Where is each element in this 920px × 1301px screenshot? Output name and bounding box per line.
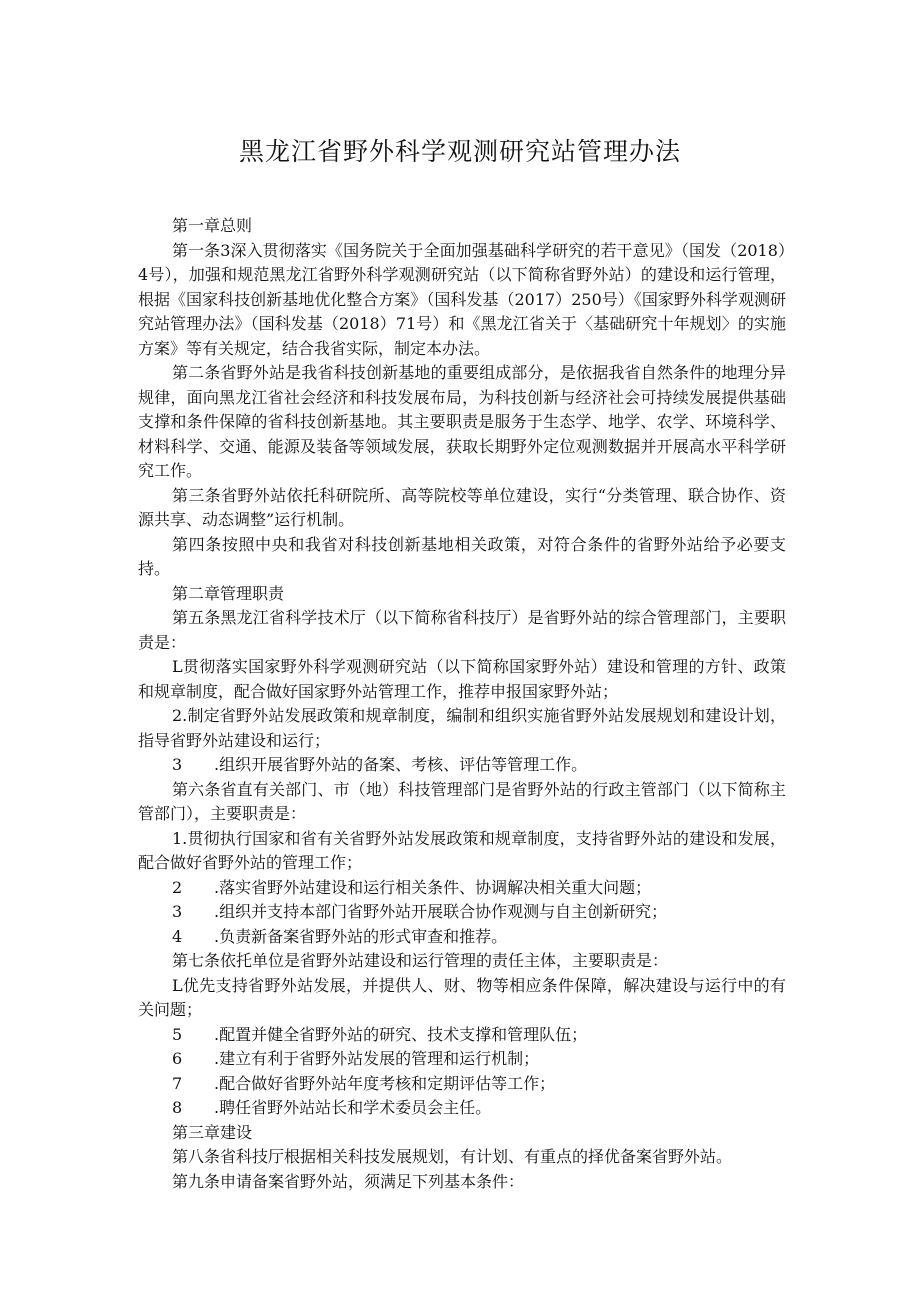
- list-item: [138, 1096, 786, 1121]
- list-item: [138, 1072, 786, 1097]
- list-item-text: .建立有利于省野外站发展的管理和运行机制；: [214, 1049, 540, 1068]
- chapter-heading: 第三章建设: [172, 1122, 253, 1142]
- list-item-number: 2: [172, 877, 183, 897]
- list-item-number: 3: [172, 755, 183, 774]
- list-item-text: .落实省野外站建设和运行相关条件、协调解决相关重大问题；: [214, 877, 652, 897]
- document-body: [138, 214, 786, 1194]
- article-paragraph: 第六条省直有关部门、市（地）科技管理部门是省野外站的行政主管部门（以下简称主管部门），主要职责是：: [138, 779, 786, 823]
- list-item: [138, 1023, 786, 1048]
- list-item-text: .聘任省野外站站长和学术委员会主任。: [214, 1098, 492, 1117]
- list-item: [138, 900, 786, 925]
- article-paragraph: 第五条黑龙江省科学技术厅（以下简称省科技厅）是省野外站的综合管理部门，主要职责是：: [138, 608, 786, 652]
- list-item-text: .配合做好省野外站年度考核和定期评估等工作；: [214, 1073, 556, 1093]
- list-item-number: 7: [172, 1073, 183, 1093]
- list-item: 1.贯彻执行国家和省有关省野外站发展政策和规章制度，支持省野外站的建设和发展，配合做好省野外站的管理工作；: [138, 828, 786, 872]
- article-paragraph: 第八条省科技厅根据相关科技发展规划，有计划、有重点的择优备案省野外站。: [172, 1147, 733, 1166]
- list-item-text: .负责新备案省野外站的形式审查和推荐。: [214, 926, 508, 946]
- list-item: 2.制定省野外站发展政策和规章制度，编制和组织实施省野外站发展规划和建设计划，指导省野外站建设和运行；: [138, 706, 786, 750]
- list-item-number: 5: [172, 1024, 183, 1044]
- list-item-number: 4: [172, 926, 183, 946]
- list-item: L优先支持省野外站发展，并提供人、财、物等相应条件保障，解决建设与运行中的有关问题；: [138, 975, 786, 1019]
- article-paragraph: 第七条依托单位是省野外站建设和运行管理的责任主体，主要职责是：: [172, 951, 669, 970]
- list-item-number: 6: [172, 1049, 183, 1068]
- list-item: [138, 753, 786, 778]
- article-paragraph: 第三条省野外站依托科研院所、高等院校等单位建设，实行“分类管理、联合协作、资源共享、动态调整”运行机制。: [138, 485, 786, 529]
- list-item: L贯彻落实国家野外科学观测研究站（以下简称国家野外站）建设和管理的方针、政策和规章制度，配合做好国家野外站管理工作，推荐申报国家野外站；: [138, 657, 786, 701]
- document-title: 黑龙江省野外科学观测研究站管理办法: [238, 137, 681, 166]
- chapter-heading: 第一章总则: [172, 216, 253, 235]
- article-paragraph: 第二条省野外站是我省科技创新基地的重要组成部分，是依据我省自然条件的地理分异规律，面向黑龙江省社会经济和科技发展布局，为科技创新与经济社会可持续发展提供基础支撑和条件保障的省科技创新基地。其主要职责是服务于生态学、地学、农学、环境科学、材料科学、交通、能源及装备等领域发展，获取长期野外定位观测数据并开展高水平科学研究工作。: [138, 363, 786, 480]
- list-item-text: .组织开展省野外站的备案、考核、评估等管理工作。: [214, 755, 588, 774]
- list-item: [138, 1047, 786, 1072]
- list-item-text: .组织并支持本部门省野外站开展联合协作观测与自主创新研究；: [214, 902, 668, 921]
- list-item-number: 8: [172, 1098, 183, 1117]
- article-paragraph: 第四条按照中央和我省对科技创新基地相关政策，对符合条件的省野外站给予必要支持。: [138, 534, 786, 578]
- list-item: [138, 925, 786, 950]
- list-item-number: 3: [172, 902, 183, 921]
- chapter-heading: 第二章管理职责: [172, 583, 285, 603]
- article-paragraph: 第一条3深入贯彻落实《国务院关于全面加强基础科学研究的若干意见》（国发（2018）4号），加强和规范黑龙江省野外科学观测研究站（以下简称省野外站）的建设和运行管理，根据《国家科技创新基地优化整合方案》（国科发基（2017）250号）《国家野外科学观测研究站管理办法》（国科发基（2018）71号）和《黑龙江省关于〈基础研究十年规划〉的实施方案》等有关规定，结合我省实际，制定本办法。: [138, 240, 786, 358]
- list-item: [138, 876, 786, 901]
- list-item-text: .配置并健全省野外站的研究、技术支撑和管理队伍；: [214, 1024, 588, 1044]
- article-paragraph: 第九条申请备案省野外站，须满足下列基本条件：: [172, 1171, 525, 1191]
